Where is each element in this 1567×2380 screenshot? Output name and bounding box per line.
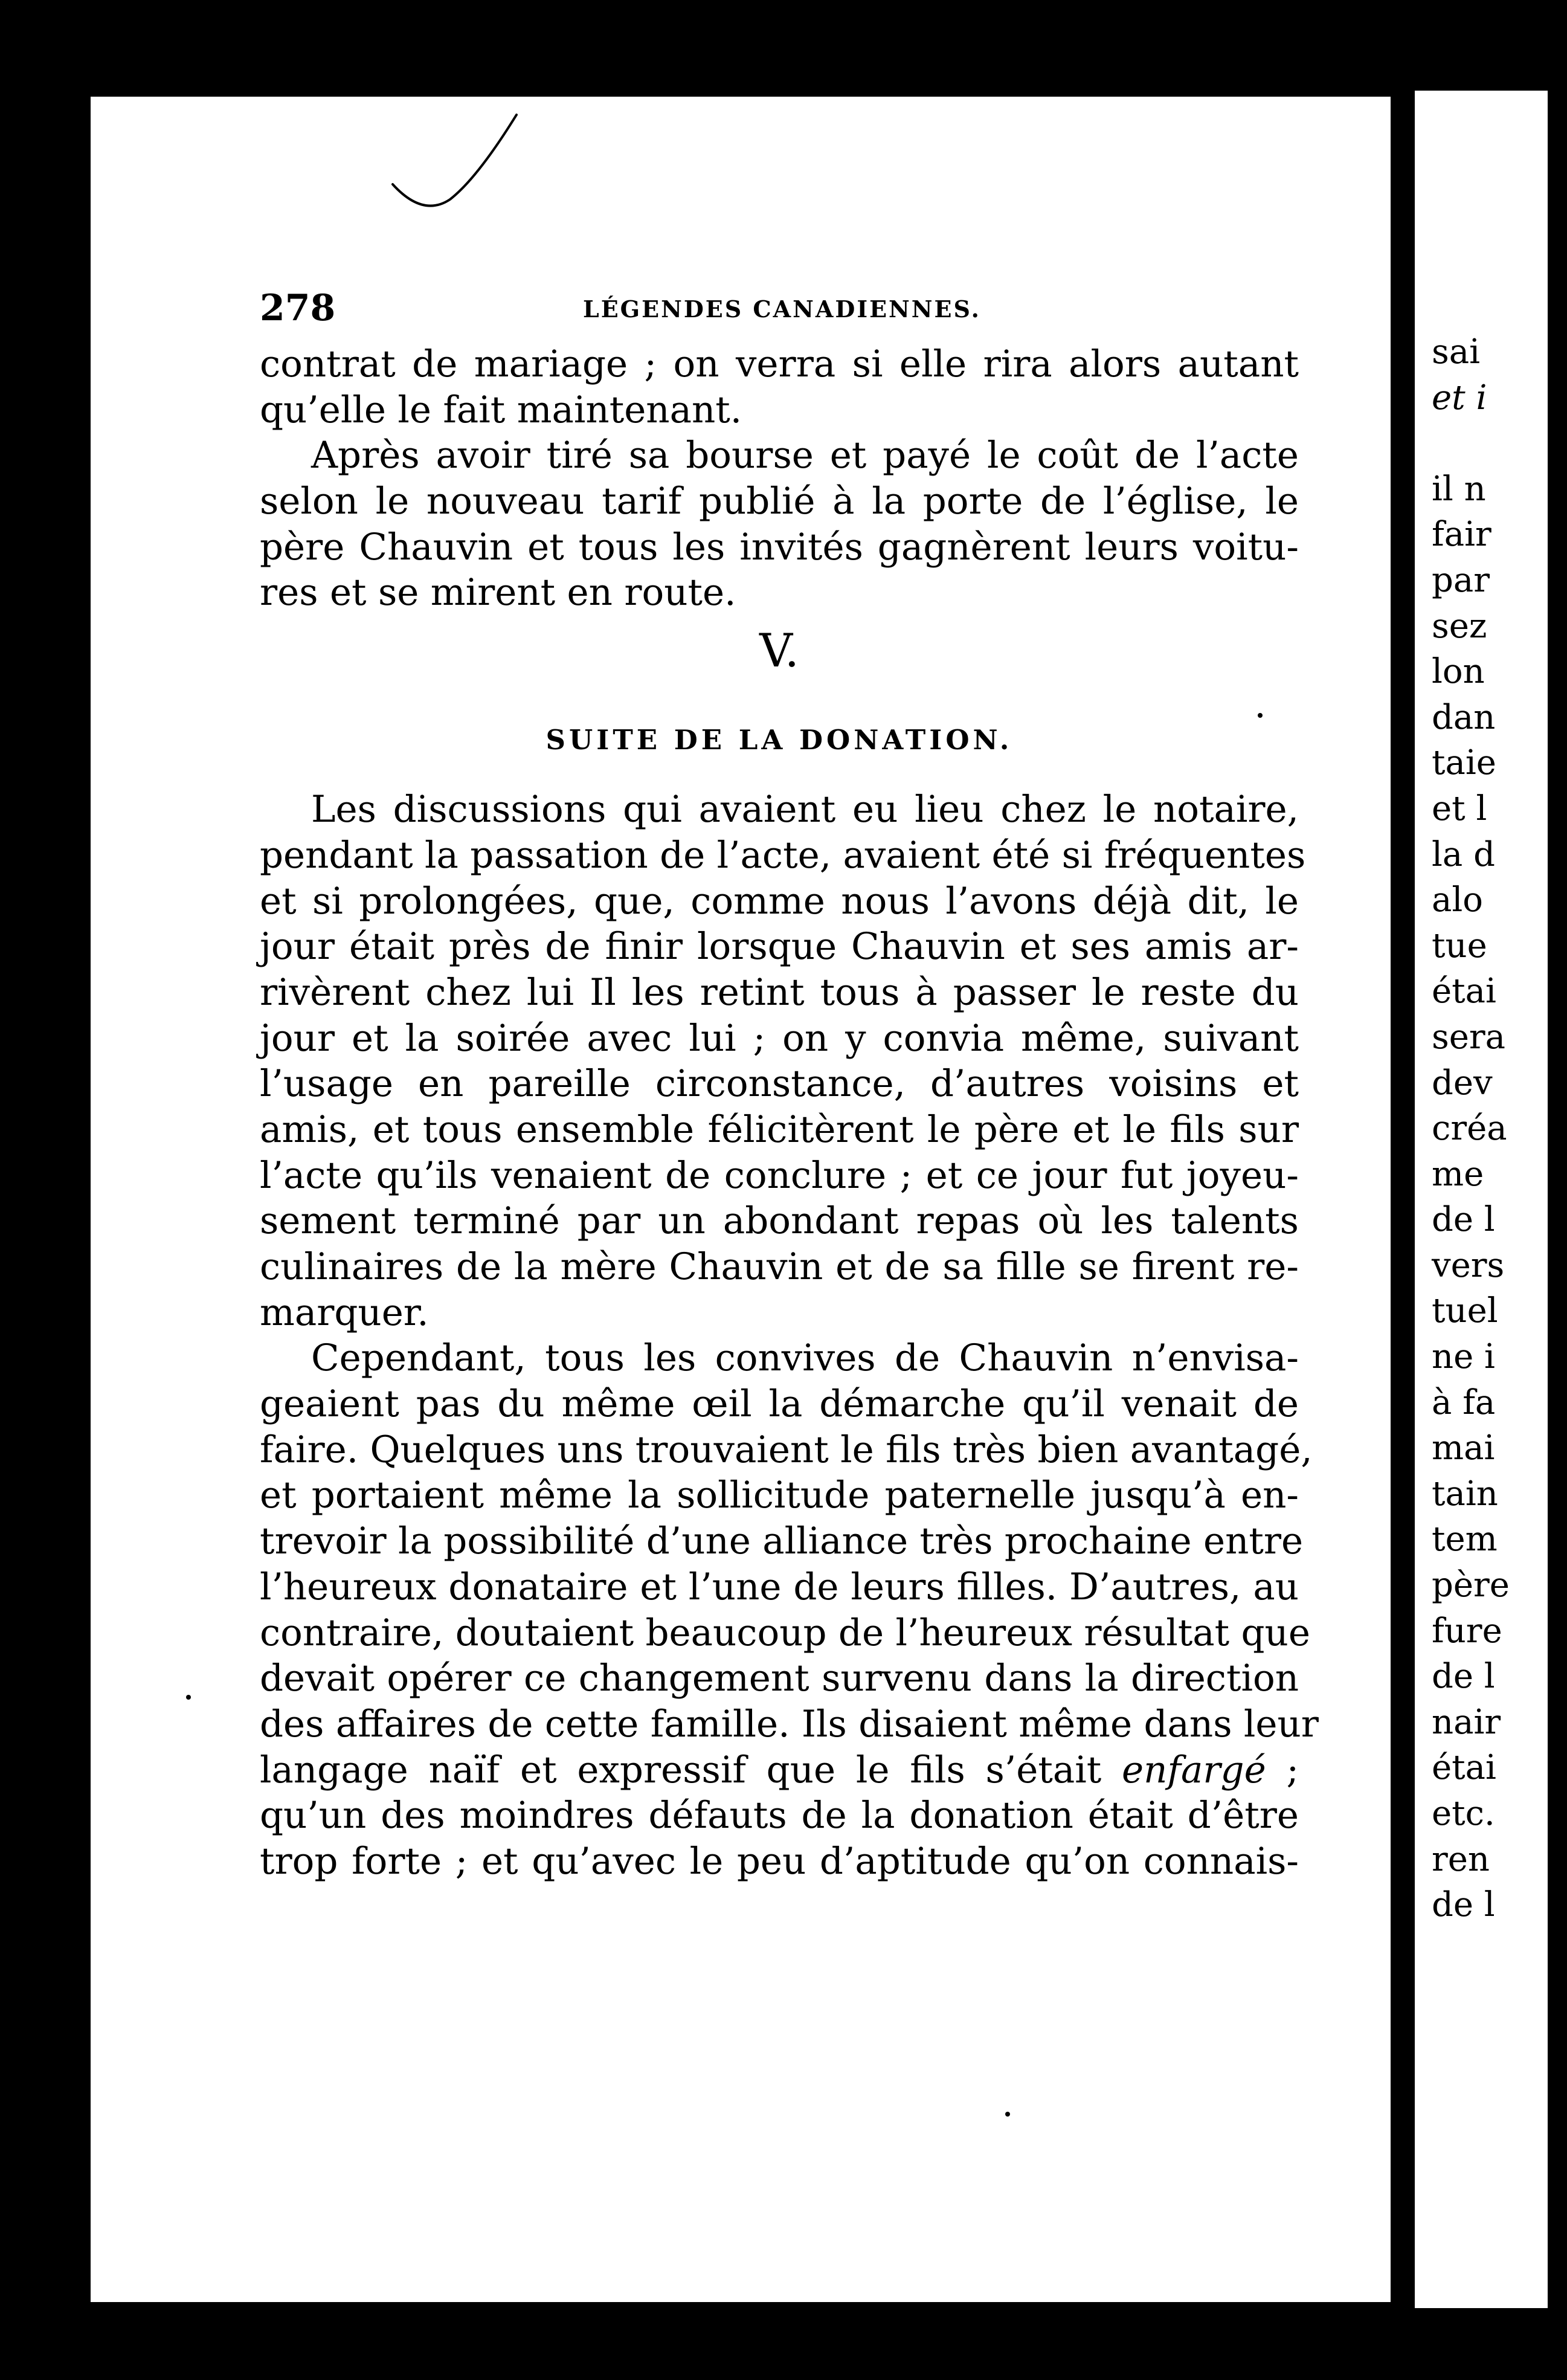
right-page-fragment: à fa [1432,1382,1496,1422]
right-page-fragment: vers [1432,1245,1505,1285]
text-line: pendant la passation de l’acte, avaient été si fréquentes [260,833,1306,877]
text-line: jour et la soirée avec lui ; on y convia même, suivant [260,1016,1299,1060]
text-line: Les discussions qui avaient eu lieu chez le notaire, [311,788,1299,831]
right-page-fragment: créa [1432,1109,1507,1149]
running-head: LÉGENDES CANADIENNES. [583,295,981,323]
right-page-fragment: et l [1432,788,1487,828]
right-page-fragment: par [1432,560,1490,600]
right-book-page-edge [1415,91,1548,2308]
page-number: 278 [260,287,336,329]
text-line: amis, et tous ensemble félicitèrent le père et le fils sur [260,1108,1299,1151]
right-page-fragment: étai [1432,1748,1496,1788]
right-page-fragment: etc. [1432,1794,1495,1833]
right-page-fragment: alo [1432,880,1484,920]
section-heading [260,616,1299,787]
right-page-fragment [1432,421,1548,466]
italic-word: enfargé [1122,1748,1266,1791]
text-line: qu’un des moindres défauts de la donation était d’être [260,1794,1299,1837]
text-line: contraire, doutaient beaucoup de l’heureux résultat que [260,1611,1310,1654]
text-line: des affaires de cette famille. Ils disaient même dans leur [260,1702,1319,1746]
right-page-fragment: me [1432,1154,1484,1194]
right-page-fragment: nair [1432,1702,1501,1742]
right-page-fragment: tain [1432,1474,1498,1514]
text-line: faire. Quelques uns trouvaient le fils très bien avantagé, [260,1428,1313,1471]
stray-ink-dot [186,1695,191,1700]
right-page-fragment: dan [1432,697,1496,737]
text-line: l’acte qu’ils venaient de conclure ; et ce jour fut joyeu- [260,1153,1299,1197]
text-line: trevoir la possibilité d’une alliance très prochaine entre [260,1520,1304,1563]
text-line: l’heureux donataire et l’une de leurs filles. D’autres, au [260,1565,1299,1608]
text-line: rivèrent chez lui Il les retint tous à passer le reste du [260,970,1299,1014]
right-page-fragment: tuel [1432,1291,1498,1331]
stray-ink-dot [1005,2112,1010,2117]
chapter-numeral: V. [759,624,799,678]
right-page-fragment: de l [1432,1200,1495,1240]
handwritten-checkmark-icon [387,109,532,218]
text-line: Cependant, tous les convives de Chauvin n’envisa- [311,1337,1299,1380]
right-page-fragment: et i [1432,378,1487,418]
right-page-fragment: ren [1432,1839,1490,1879]
text-line: contrat de mariage ; on verra si elle rira alors autant [260,343,1299,385]
text-line: langage naïf et expressif que le fils s’était enfargé ; [260,1748,1299,1791]
right-page-fragment: tem [1432,1520,1498,1559]
right-page-fragment: sai [1432,332,1481,372]
text-line: et si prolongées, que, comme nous l’avons déjà dit, le [260,879,1299,923]
text-after-heading [260,787,1319,1885]
text-line: selon le nouveau tarif publié à la porte de l’église, le [260,480,1299,523]
right-page-fragment: sera [1432,1017,1506,1057]
text-line: père Chauvin et tous les invités gagnèrent leurs voitu- [260,525,1299,569]
text-line: sement terminé par un abondant repas où les talents [260,1199,1299,1243]
text-line: trop forte ; et qu’avec le peu d’aptitude qu’on connais- [260,1839,1299,1883]
right-page-fragment: sez [1432,606,1487,646]
right-page-fragment: père [1432,1566,1510,1605]
body-text [260,341,1319,1885]
right-page-fragment: taie [1432,743,1496,783]
text-line: qu’elle le fait maintenant. [260,388,742,431]
text-line: marquer. [260,1291,429,1334]
text-line: et portaient même la sollicitude paternelle jusqu’à en- [260,1474,1299,1517]
right-page-fragment: mai [1432,1428,1495,1468]
right-page-fragment: dev [1432,1063,1493,1103]
right-page-fragment: il n [1432,469,1486,509]
right-page-fragment: ne i [1432,1337,1495,1377]
right-page-fragment: fure [1432,1611,1502,1651]
text-line: devait opérer ce changement survenu dans la direction [260,1657,1299,1700]
text-line: geaient pas du même œil la démarche qu’il venait de [260,1382,1299,1426]
right-page-fragment: la d [1432,834,1495,874]
text-before-heading [260,341,1299,616]
text-line: res et se mirent en route. [260,571,736,614]
right-page-fragment: lon [1432,652,1485,692]
right-page-fragment: fair [1432,515,1491,555]
page-header [260,287,1287,335]
right-page-fragment: tue [1432,926,1487,966]
text-line: Après avoir tiré sa bourse et payé le coût de l’acte [311,434,1299,477]
text-line: jour était près de finir lorsque Chauvin et ses amis ar- [260,925,1299,969]
right-page-fragment: étai [1432,972,1496,1011]
section-title: SUITE DE LA DONATION. [545,724,1013,756]
right-page-text-fragments [1432,329,1548,1928]
right-page-fragment: de l [1432,1657,1495,1697]
text-line: culinaires de la mère Chauvin et de sa fille se firent re- [260,1245,1299,1288]
right-page-fragment: de l [1432,1885,1495,1925]
text-line: l’usage en pareille circonstance, d’autres voisins et [260,1062,1299,1106]
